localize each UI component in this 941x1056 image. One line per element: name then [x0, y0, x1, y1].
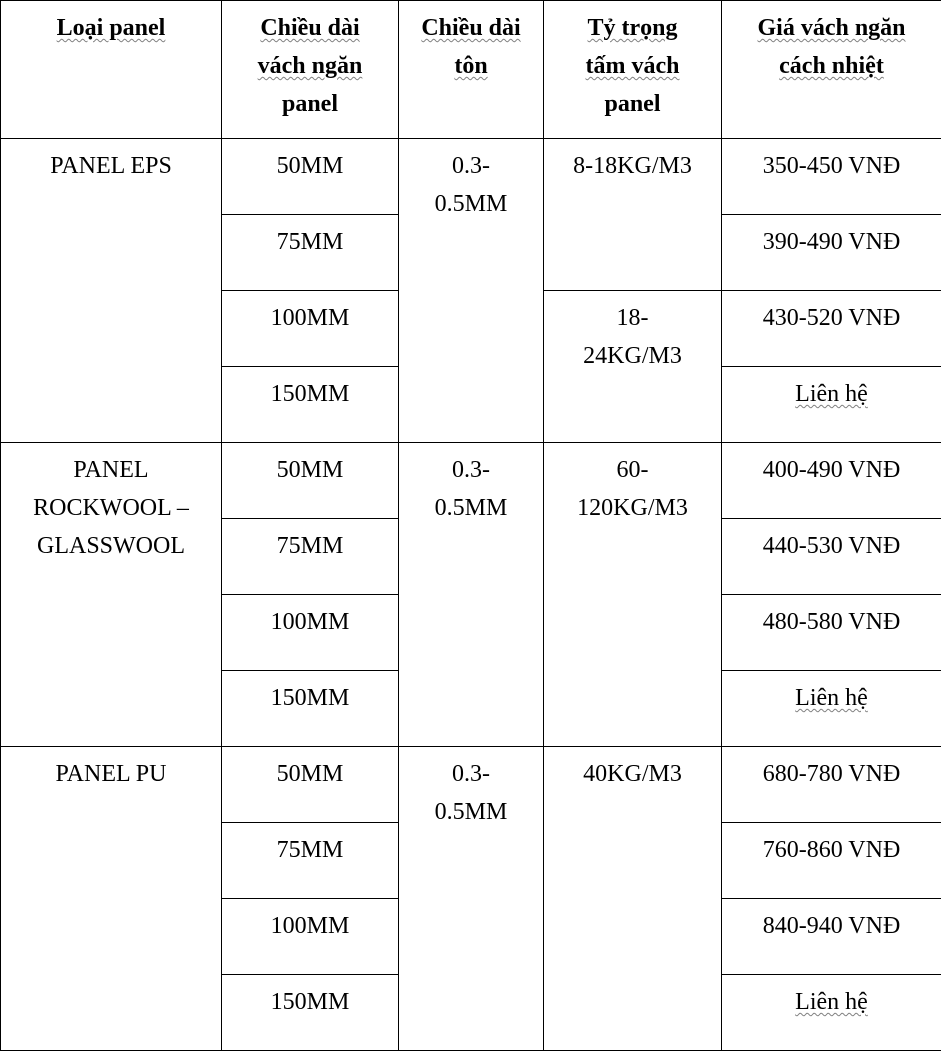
sheet-length-line: 0.3- [452, 153, 490, 179]
price-contact: Liên hệ [795, 381, 868, 407]
table-row [1, 443, 941, 519]
price-cell: 400-490 VNĐ [722, 443, 941, 519]
panel-length-cell: 75MM [222, 823, 399, 899]
density-cell [544, 443, 722, 747]
sheet-length-cell [399, 443, 544, 747]
panel-type-cell [1, 139, 222, 443]
panel-length-cell: 75MM [222, 519, 399, 595]
table-row [1, 747, 941, 823]
header-density-line: panel [604, 91, 661, 117]
density-line: 18- [616, 305, 649, 331]
price-cell [722, 975, 941, 1051]
panel-length-cell: 50MM [222, 139, 399, 215]
density-line: 120KG/M3 [577, 495, 688, 521]
sheet-length-line: 0.5MM [434, 799, 508, 825]
price-cell: 480-580 VNĐ [722, 595, 941, 671]
price-cell: 840-940 VNĐ [722, 899, 941, 975]
sheet-length-cell [399, 747, 544, 1051]
header-sheet-length-line: tôn [454, 53, 488, 79]
header-panel-type-line: Loại panel [56, 15, 166, 41]
sheet-length-line: 0.3- [452, 457, 490, 483]
header-panel-length-line: vách ngăn [257, 53, 363, 79]
header-price [722, 1, 941, 139]
sheet-length-line: 0.5MM [434, 495, 508, 521]
sheet-length-line: 0.5MM [434, 191, 508, 217]
panel-length-cell: 100MM [222, 899, 399, 975]
header-sheet-length-line: Chiều dài [421, 15, 521, 41]
price-cell: 440-530 VNĐ [722, 519, 941, 595]
density-cell [544, 747, 722, 1051]
panel-length-cell: 100MM [222, 595, 399, 671]
panel-type-line: ROCKWOOL – [33, 495, 189, 521]
price-cell: 430-520 VNĐ [722, 291, 941, 367]
table-row [1, 139, 941, 215]
price-cell [722, 367, 941, 443]
price-contact: Liên hệ [795, 685, 868, 711]
header-price-line: cách nhiệt [779, 53, 884, 79]
panel-length-cell: 75MM [222, 215, 399, 291]
price-contact: Liên hệ [795, 989, 868, 1015]
price-cell: 680-780 VNĐ [722, 747, 941, 823]
panel-length-cell: 150MM [222, 671, 399, 747]
panel-length-cell: 150MM [222, 975, 399, 1051]
header-panel-length [222, 1, 399, 139]
panel-length-cell: 100MM [222, 291, 399, 367]
header-panel-type [1, 1, 222, 139]
price-cell [722, 671, 941, 747]
density-line: 40KG/M3 [583, 761, 682, 787]
panel-type-line: GLASSWOOL [37, 533, 185, 559]
panel-type-line: PANEL PU [55, 761, 167, 787]
price-cell: 760-860 VNĐ [722, 823, 941, 899]
price-cell: 390-490 VNĐ [722, 215, 941, 291]
header-row [1, 1, 941, 139]
density-line: 60- [616, 457, 649, 483]
header-sheet-length [399, 1, 544, 139]
header-price-line: Giá vách ngăn [757, 15, 906, 41]
density-cell [544, 139, 722, 291]
panel-type-line: PANEL EPS [50, 153, 172, 179]
sheet-length-line: 0.3- [452, 761, 490, 787]
panel-type-cell [1, 747, 222, 1051]
header-density-line: tấm vách [585, 53, 680, 79]
panel-type-cell [1, 443, 222, 747]
density-line: 8-18KG/M3 [573, 153, 692, 179]
panel-type-line: PANEL [73, 457, 149, 483]
header-panel-length-line: Chiều dài [260, 15, 360, 41]
header-density [544, 1, 722, 139]
price-cell: 350-450 VNĐ [722, 139, 941, 215]
density-line: 24KG/M3 [583, 343, 682, 369]
panel-length-cell: 50MM [222, 747, 399, 823]
panel-length-cell: 150MM [222, 367, 399, 443]
header-panel-length-line: panel [281, 91, 338, 117]
density-cell [544, 291, 722, 443]
panel-length-cell: 50MM [222, 443, 399, 519]
sheet-length-cell [399, 139, 544, 443]
header-density-line: Tỷ trọng [587, 15, 678, 41]
